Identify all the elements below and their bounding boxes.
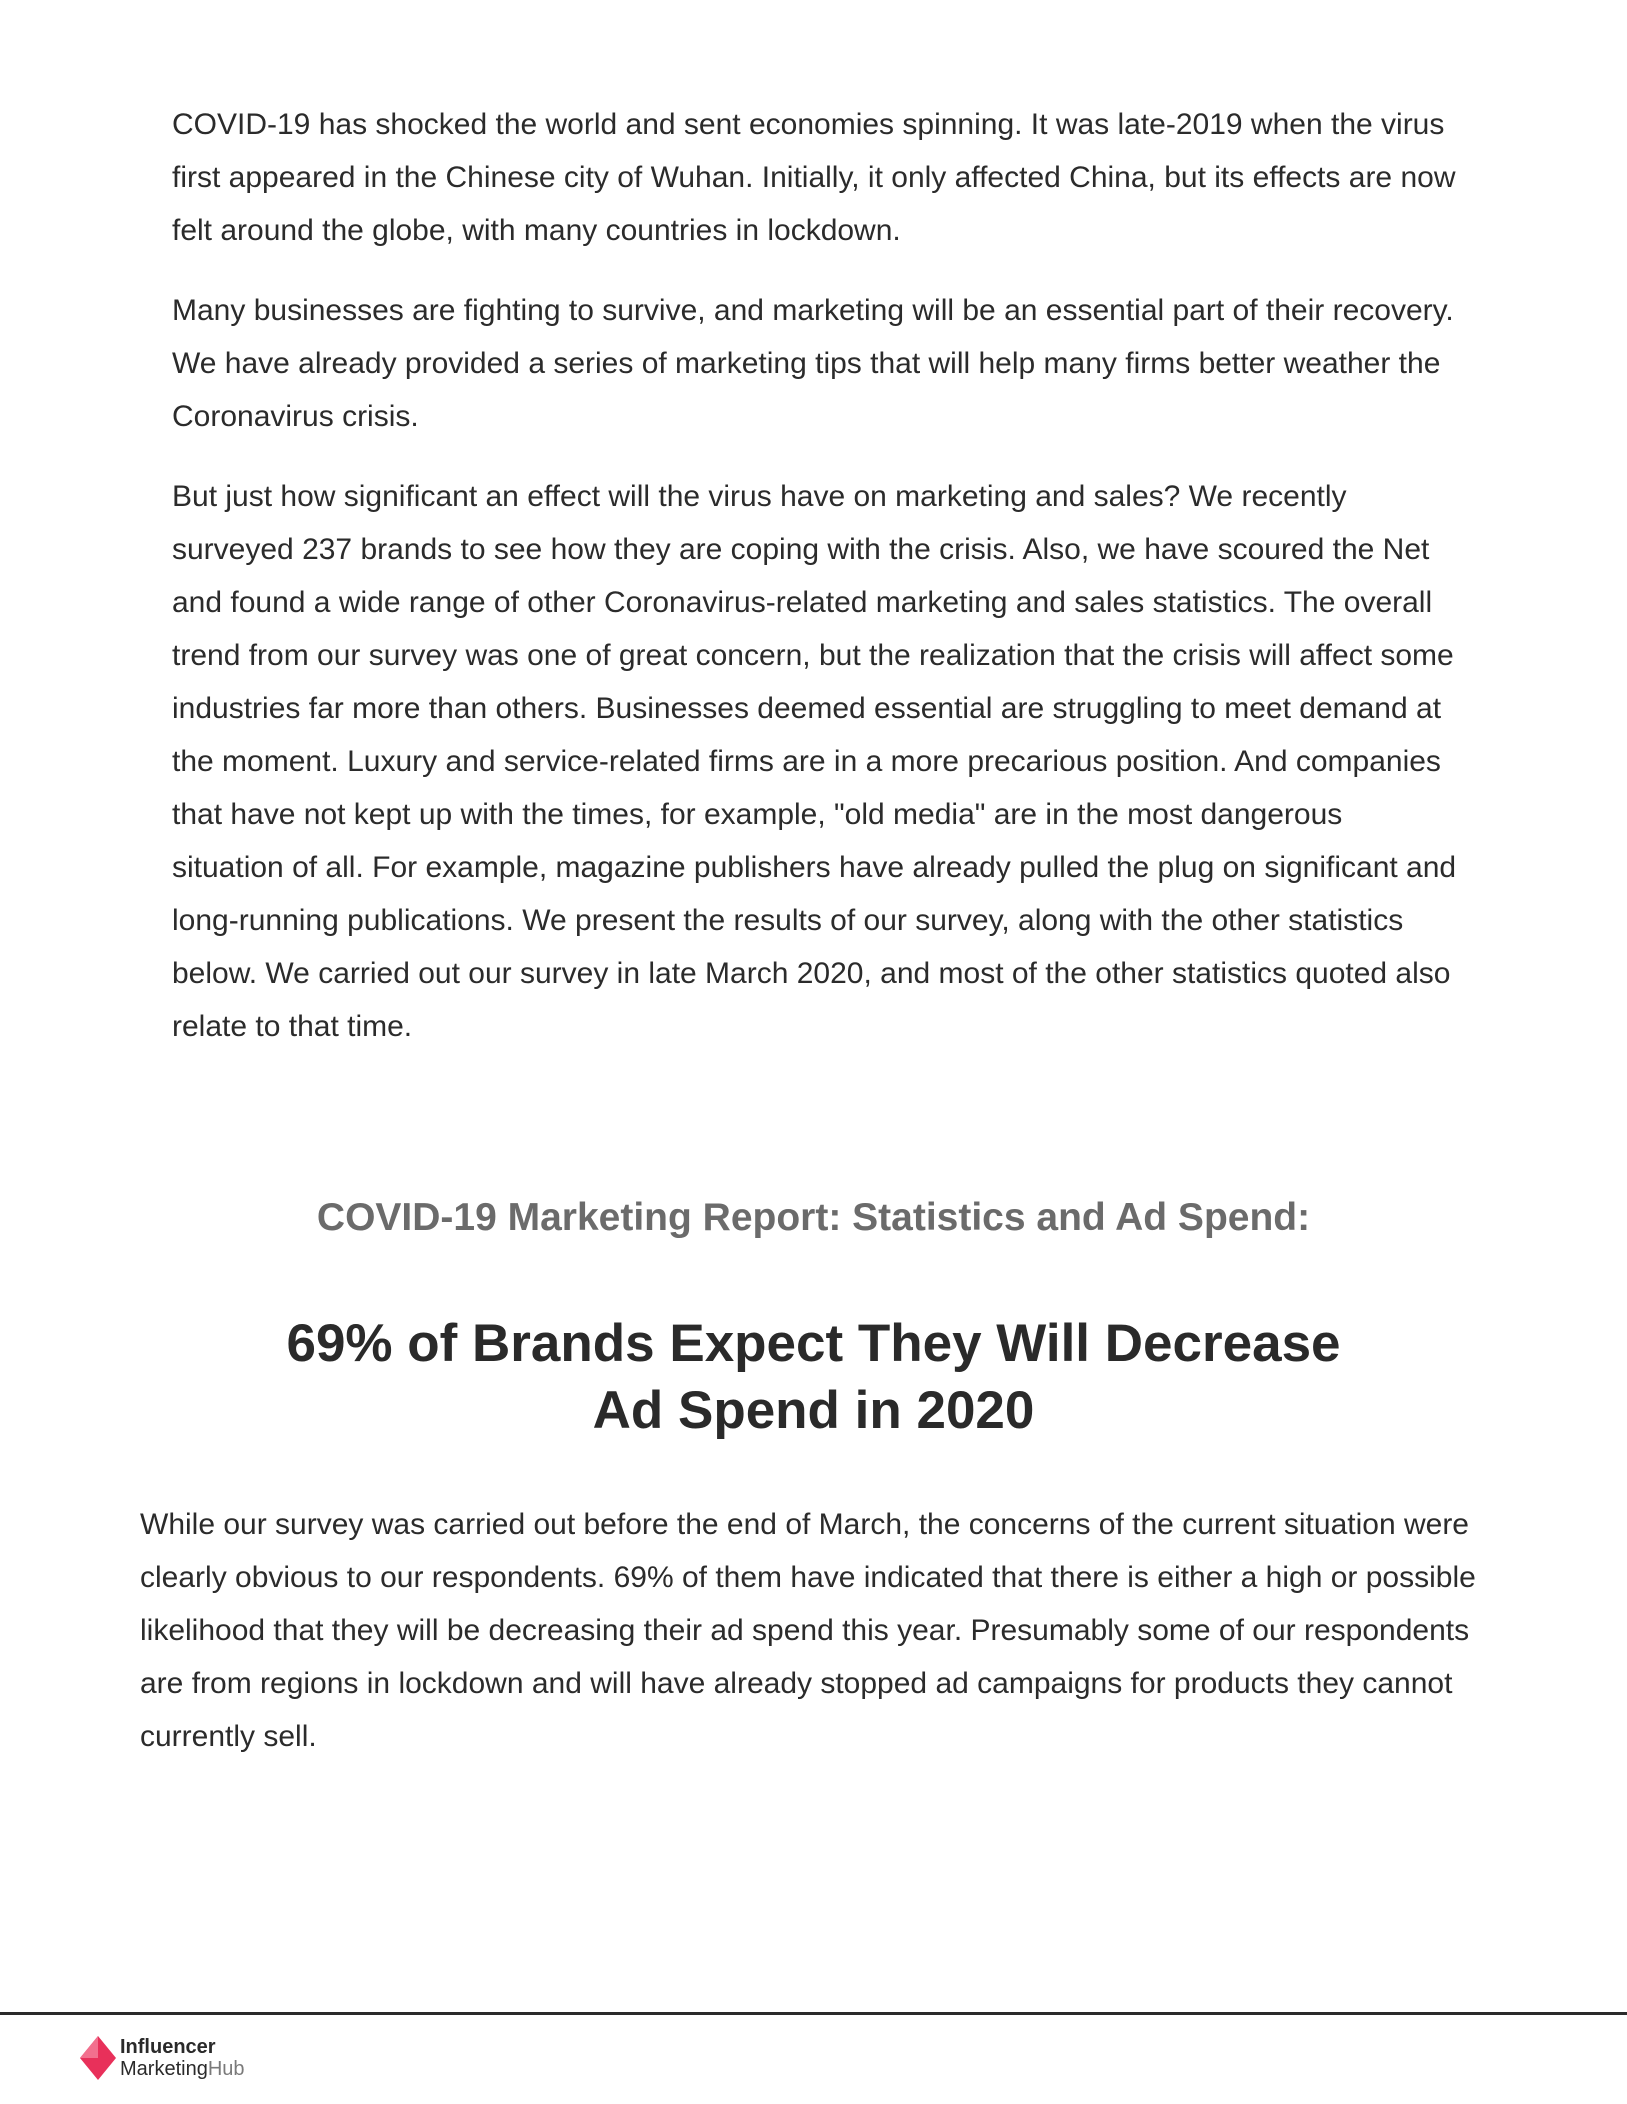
- logo-word-hub: Hub: [207, 2058, 245, 2080]
- intro-paragraph: But just how significant an effect will the virus have on marketing and sales? We recently surveyed 237 brands to see how they are coping with the crisis. Also, we have scoured the Net and found a wide range of other Coronavirus-related marketing and sales statistics. The overall trend from our survey was one of great concern, but the realization that the crisis will affect some industries far more than others. Businesses deemed essential are struggling to meet demand at the moment. Luxury and service-related firms are in a more precarious position. And companies that have not kept up with the times, for example, "old media" are in the most dangerous situation of all. For example, magazine publishers have already pulled the plug on significant and long-running publications. We present the results of our survey, along with the other statistics below. We carried out our survey in late March 2020, and most of the other statistics quoted also relate to that time.: [172, 480, 1457, 1043]
- intro-paragraph: Many businesses are fighting to survive, and marketing will be an essential part of their recovery. We have already provided a series of marketing tips that will help many firms better weather the Coronavirus crisis.: [172, 294, 1454, 433]
- logo-line-1: Influencer: [120, 2036, 216, 2058]
- logo-text: [120, 2036, 245, 2080]
- body-paragraph: While our survey was carried out before the end of March, the concerns of the current situation were clearly obvious to our respondents. 69% of them have indicated that there is either a high or possible likelihood that they will be decreasing their ad spend this year. Presumably some of our respondents are from regions in lockdown and will have already stopped ad campaigns for products they cannot currently sell.: [140, 1508, 1476, 1753]
- footer-divider: [0, 2012, 1627, 2015]
- title-line-2: Ad Spend in 2020: [592, 1381, 1035, 1440]
- section-heading: COVID-19 Marketing Report: Statistics and Ad Spend:: [316, 1196, 1311, 1239]
- intro-section: [172, 98, 1462, 1080]
- logo-word-marketing: Marketing: [120, 2058, 208, 2080]
- intro-paragraph: COVID-19 has shocked the world and sent economies spinning. It was late-2019 when the virus first appeared in the Chinese city of Wuhan. Initially, it only affected China, but its effects are now felt around the globe, with many countries in lockdown.: [172, 108, 1456, 247]
- title-line-1: 69% of Brands Expect They Will Decrease: [286, 1314, 1341, 1373]
- logo-line-2: [120, 2058, 245, 2080]
- logo-mark-icon: [78, 2034, 118, 2082]
- brand-logo: [78, 2034, 245, 2082]
- page-title: [0, 1310, 1627, 1444]
